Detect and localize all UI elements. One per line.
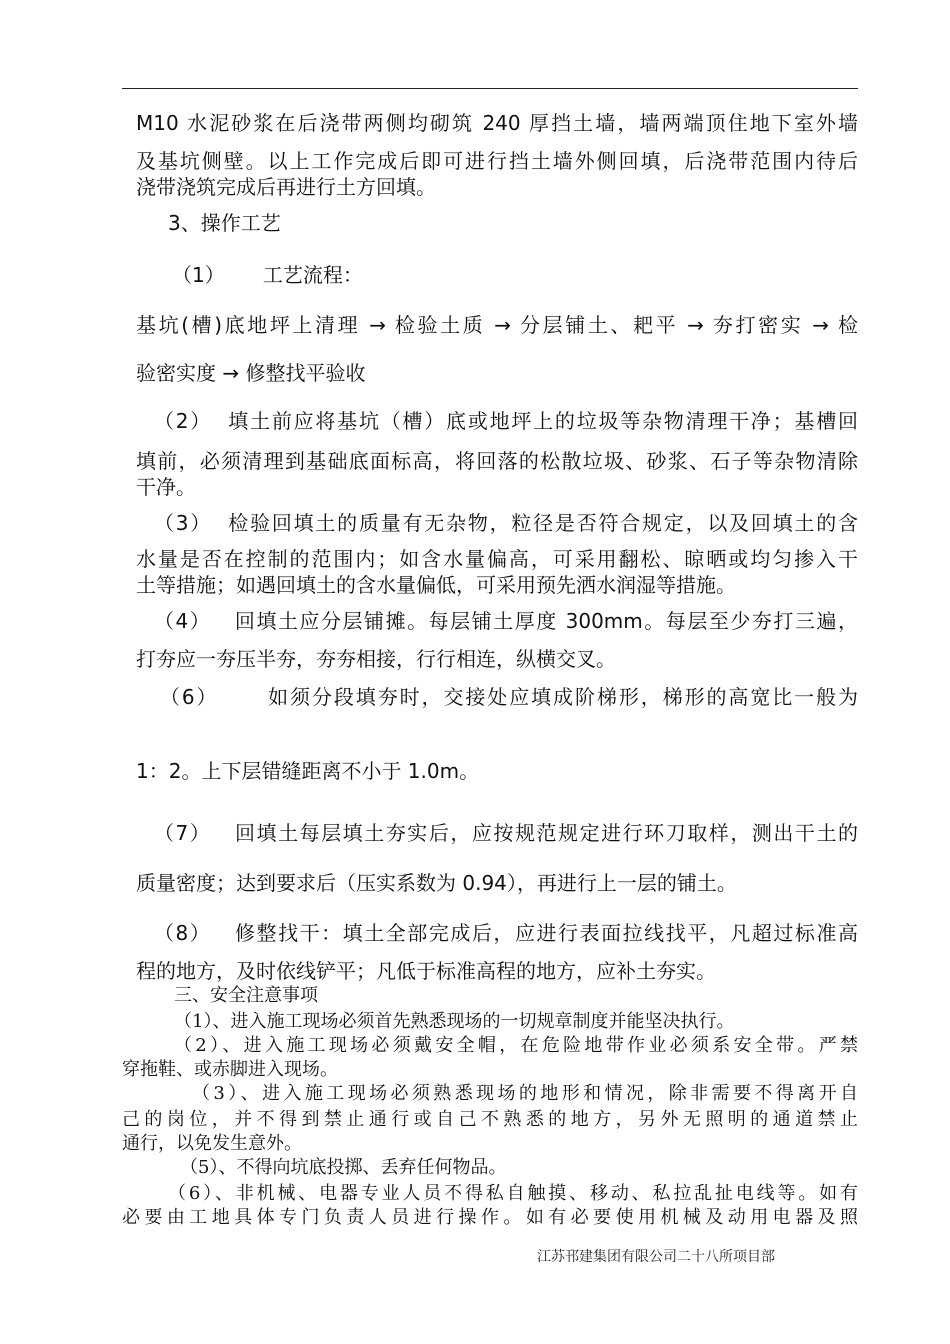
body-line: 基坑(槽)底地坪上清理 → 检验土质 → 分层铺土、耙平 → 夯打密实 → 检 — [136, 313, 858, 337]
safety-line: 通行，以免发生意外。 — [122, 1133, 302, 1154]
body-line: （7） 回填土每层填土夯实后，应按规范规定进行环刀取样，测出干土的 — [154, 821, 858, 845]
header-rule — [122, 88, 858, 89]
body-line: 1：2。上下层错缝距离不小于 1.0m。 — [136, 759, 480, 783]
subsection-heading: （1） 工艺流程： — [172, 263, 363, 287]
page-footer: 江苏邗建集团有限公司二十八所项目部 — [537, 1249, 775, 1265]
safety-line: 穿拖鞋、或赤脚进入现场。 — [122, 1059, 338, 1080]
body-line: 浇带浇筑完成后再进行土方回填。 — [136, 175, 436, 199]
body-line: （8） 修整找干：填土全部完成后，应进行表面拉线找平，凡超过标准高 — [154, 921, 858, 945]
body-line: 质量密度；达到要求后（压实系数为 0.94），再进行上一层的铺土。 — [136, 871, 737, 895]
body-line: 干净。 — [136, 475, 196, 499]
body-line: 打夯应一夯压半夯，夯夯相接，行行相连，纵横交叉。 — [136, 647, 616, 671]
body-line: （3） 检验回填土的质量有无杂物，粒径是否符合规定，以及回填土的含 — [154, 511, 858, 535]
section-heading: 3、操作工艺 — [168, 211, 281, 235]
section-heading: 三、安全注意事项 — [174, 985, 318, 1006]
body-line: 水量是否在控制的范围内；如含水量偏高，可采用翻松、晾晒或均匀掺入干 — [136, 547, 858, 571]
safety-line: 必要由工地具体专门负责人员进行操作。如有必要使用机械及动用电器及照 — [122, 1207, 858, 1228]
safety-line: （5）、不得向坑底投掷、丢弃任何物品。 — [180, 1157, 507, 1178]
safety-line: （1）、进入施工现场必须首先熟悉现场的一切规章制度并能坚决执行。 — [174, 1011, 735, 1032]
safety-line: （2）、进入施工现场必须戴安全帽，在危险地带作业必须系安全带。严禁 — [174, 1035, 858, 1056]
body-line: （4） 回填土应分层铺摊。每层铺土厚度 300mm。每层至少夯打三遍， — [154, 609, 858, 633]
body-line: 土等措施；如遇回填土的含水量偏低，可采用预先洒水润湿等措施。 — [136, 573, 736, 597]
safety-line: 己的岗位，并不得到禁止通行或自己不熟悉的地方，另外无照明的通道禁止 — [122, 1109, 858, 1130]
body-line: M10 水泥砂浆在后浇带两侧均砌筑 240 厚挡土墙，墙两端顶住地下室外墙 — [136, 111, 858, 135]
safety-line: （6）、非机械、电器专业人员不得私自触摸、移动、私拉乱扯电线等。如有 — [168, 1183, 858, 1204]
body-line: （2） 填土前应将基坑（槽）底或地坪上的垃圾等杂物清理干净；基槽回 — [154, 409, 858, 433]
body-line: 填前，必须清理到基础底面标高，将回落的松散垃圾、砂浆、石子等杂物清除 — [136, 449, 858, 473]
body-line: 程的地方，及时依线铲平；凡低于标准高程的地方，应补土夯实。 — [136, 959, 716, 983]
safety-line: （3）、进入施工现场必须熟悉现场的地形和情况，除非需要不得离开自 — [192, 1083, 858, 1104]
body-line: 及基坑侧壁。以上工作完成后即可进行挡土墙外侧回填，后浇带范围内待后 — [136, 149, 858, 173]
body-line: （6） 如须分段填夯时，交接处应填成阶梯形，梯形的高宽比一般为 — [160, 685, 858, 709]
body-line: 验密实度 → 修整找平验收 — [136, 361, 366, 385]
